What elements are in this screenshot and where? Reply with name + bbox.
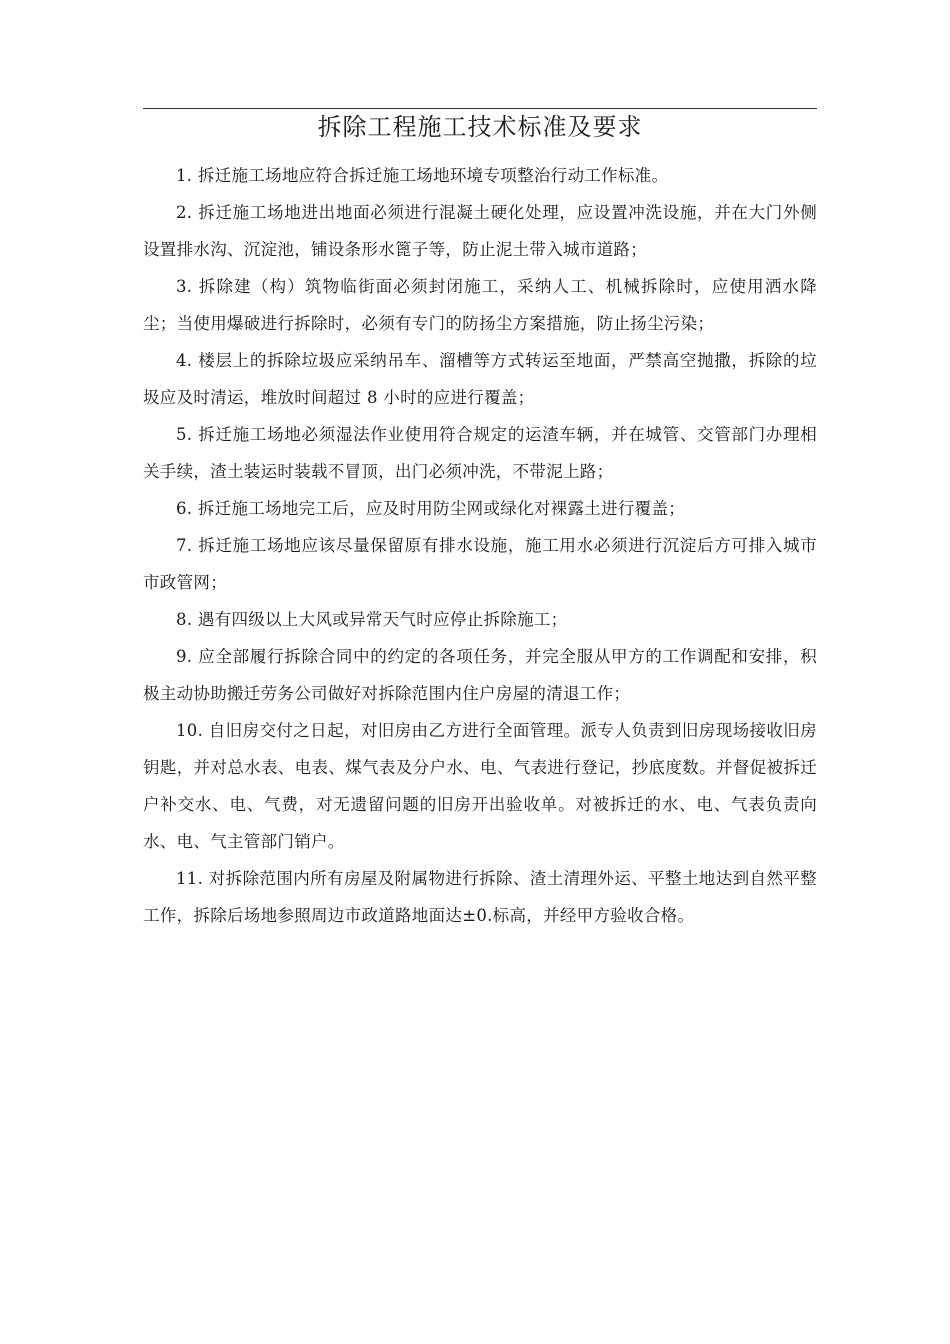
paragraph-10: 10. 自旧房交付之日起，对旧房由乙方进行全面管理。派专人负责到旧房现场接收旧房钥匙，并对总水表、电表、煤气表及分户水、电、气表进行登记，抄底度数。并督促被拆迁户补交水、电、气费，对无遗留问题的旧房开出验收单。对被拆迁的水、电、气表负责向水、电、气主管部门销户。 bbox=[143, 721, 817, 851]
header-rule bbox=[143, 108, 817, 109]
paragraph-2: 2. 拆迁施工场地进出地面必须进行混凝土硬化处理，应设置冲洗设施，并在大门外侧设置排水沟、沉淀池，铺设条形水篦子等，防止泥土带入城市道路； bbox=[143, 203, 817, 259]
paragraph-7: 7. 拆迁施工场地应该尽量保留原有排水设施，施工用水必须进行沉淀后方可排入城市市政管网； bbox=[143, 536, 817, 592]
paragraph-11: 11. 对拆除范围内所有房屋及附属物进行拆除、渣土清理外运、平整土地达到自然平整工作，拆除后场地参照周边市政道路地面达±0.标高，并经甲方验收合格。 bbox=[143, 869, 817, 925]
paragraph-9: 9. 应全部履行拆除合同中的约定的各项任务，并完全服从甲方的工作调配和安排，积极主动协助搬迁劳务公司做好对拆除范围内住户房屋的清退工作； bbox=[143, 647, 817, 703]
paragraph-8: 8. 遇有四级以上大风或异常天气时应停止拆除施工； bbox=[176, 610, 568, 629]
document-title: 拆除工程施工技术标准及要求 bbox=[317, 113, 643, 141]
document-body bbox=[143, 157, 817, 934]
paragraph-5: 5. 拆迁施工场地必须湿法作业使用符合规定的运渣车辆，并在城管、交管部门办理相关手续，渣土装运时装载不冒顶，出门必须冲洗，不带泥上路； bbox=[143, 425, 817, 481]
paragraph-3: 3. 拆除建（构）筑物临街面必须封闭施工，采纳人工、机械拆除时，应使用洒水降尘；当使用爆破进行拆除时，必须有专门的防扬尘方案措施，防止扬尘污染； bbox=[143, 277, 817, 333]
paragraph-6: 6. 拆迁施工场地完工后，应及时用防尘网或绿化对裸露土进行覆盖； bbox=[176, 499, 686, 518]
paragraph-1: 1. 拆迁施工场地应符合拆迁施工场地环境专项整治行动工作标准。 bbox=[176, 166, 669, 185]
paragraph-4: 4. 楼层上的拆除垃圾应采纳吊车、溜槽等方式转运至地面，严禁高空抛撒，拆除的垃圾应及时清运，堆放时间超过 8 小时的应进行覆盖； bbox=[143, 351, 817, 407]
